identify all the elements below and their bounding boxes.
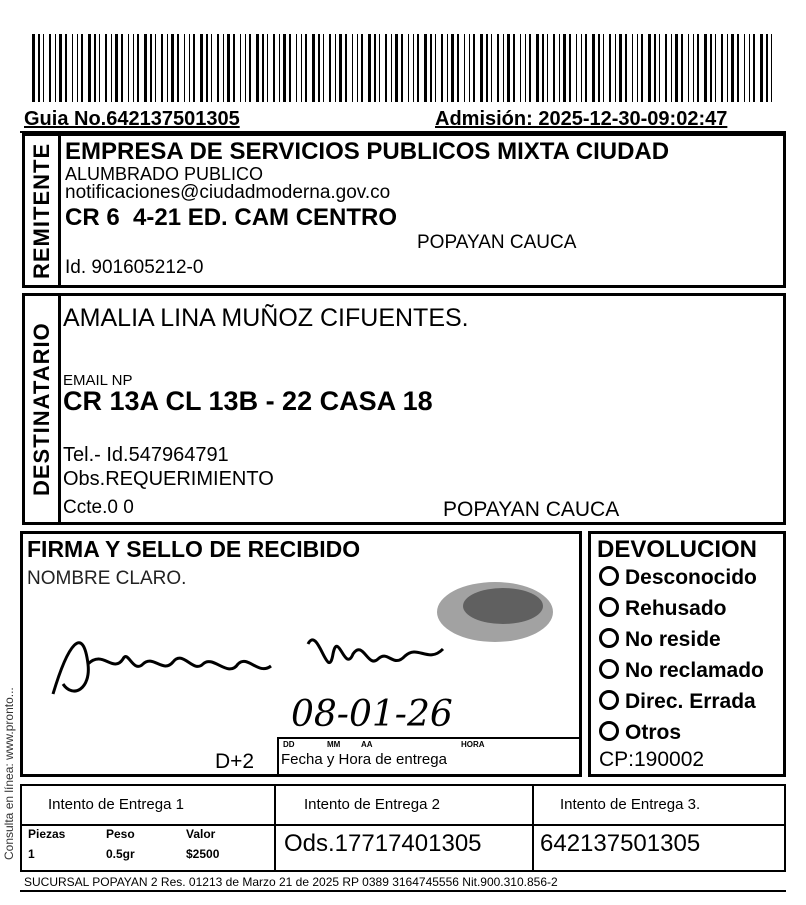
- barcode-bar: [200, 34, 203, 102]
- barcode-bar: [659, 34, 660, 102]
- barcode-bar: [374, 34, 376, 102]
- recipient-name: AMALIA LINA MUÑOZ CIFUENTES.: [63, 304, 469, 332]
- barcode-bar: [507, 34, 510, 102]
- barcode-bar: [615, 34, 616, 102]
- attempts-row: [20, 784, 786, 872]
- attempt-1-label: Intento de Entrega 1: [48, 796, 184, 813]
- delivery-date-label: Fecha y Hora de entrega: [281, 751, 447, 768]
- radio-icon: [599, 566, 619, 586]
- barcode-bar: [637, 34, 638, 102]
- recipient-city: POPAYAN CAUCA: [443, 498, 620, 521]
- barcode-bar: [457, 34, 459, 102]
- barcode-bar: [189, 34, 190, 102]
- barcode-bar: [217, 34, 219, 102]
- pieces-label: Piezas: [28, 827, 66, 841]
- barcode-bar: [675, 34, 678, 102]
- return-option-unknown[interactable]: [599, 566, 757, 590]
- barcode-bar: [625, 34, 627, 102]
- barcode-bar: [553, 34, 555, 102]
- attempt-2-label: Intento de Entrega 2: [304, 796, 440, 813]
- footer-underline: [20, 890, 786, 892]
- barcode-bar: [121, 34, 123, 102]
- barcode-bar: [240, 34, 241, 102]
- barcode-bar: [464, 34, 465, 102]
- barcode-bar: [357, 34, 358, 102]
- barcode-bar: [681, 34, 683, 102]
- barcode-bar: [520, 34, 521, 102]
- barcode-bar: [671, 34, 672, 102]
- barcode-bar: [94, 34, 96, 102]
- attempt-3-label: Intento de Entrega 3.: [560, 796, 701, 813]
- barcode-bar: [715, 34, 716, 102]
- barcode-bar: [592, 34, 595, 102]
- handwritten-date: 08-01-26: [291, 694, 453, 735]
- barcode-bar: [283, 34, 286, 102]
- barcode-bar: [211, 34, 212, 102]
- sender-divider: [58, 136, 61, 285]
- barcode-bar: [279, 34, 280, 102]
- barcode-bar: [38, 34, 40, 102]
- barcode-bar: [771, 34, 772, 102]
- return-option-label: Desconocido: [625, 566, 757, 589]
- barcode-bar: [155, 34, 156, 102]
- barcode-bar: [318, 34, 320, 102]
- barcode-bar: [447, 34, 448, 102]
- ods-number: Ods.17717401305: [284, 830, 482, 857]
- barcode-bar: [289, 34, 291, 102]
- barcode-bar: [480, 34, 483, 102]
- barcode-bar: [133, 34, 134, 102]
- barcode-bar: [441, 34, 443, 102]
- date-header-dd: DD: [283, 740, 295, 749]
- barcode-bar: [171, 34, 174, 102]
- recipient-address: CR 13A CL 13B - 22 CASA 18: [63, 386, 433, 416]
- barcode-bar: [339, 34, 342, 102]
- pieces-value: 1: [28, 847, 35, 861]
- sender-city: POPAYAN CAUCA: [417, 232, 577, 253]
- postal-code: CP:190002: [599, 748, 705, 771]
- barcode-bar: [665, 34, 667, 102]
- barcode-bar: [193, 34, 195, 102]
- barcode-bar: [710, 34, 712, 102]
- barcode-bar: [413, 34, 414, 102]
- barcode-bar: [262, 34, 264, 102]
- barcode-bar: [654, 34, 656, 102]
- return-option-other[interactable]: [599, 721, 681, 745]
- barcode-bar: [395, 34, 398, 102]
- barcode-bar: [352, 34, 353, 102]
- return-option-label: No reside: [625, 628, 721, 651]
- admission-date: Admisión: 2025-12-30-09:02:47: [435, 108, 728, 130]
- return-option-refused[interactable]: [599, 597, 727, 621]
- barcode-bar: [245, 34, 246, 102]
- barcode-bar: [688, 34, 689, 102]
- barcode-bar: [227, 34, 230, 102]
- value-label: Valor: [186, 827, 216, 841]
- barcode-bar: [301, 34, 302, 102]
- barcode-bar: [385, 34, 387, 102]
- delivery-date-box: [277, 737, 581, 776]
- barcode-bar: [503, 34, 504, 102]
- barcode-bar: [542, 34, 544, 102]
- barcode-bar: [99, 34, 100, 102]
- barcode-bar: [88, 34, 91, 102]
- barcode-bar: [737, 34, 739, 102]
- barcode-bar: [598, 34, 600, 102]
- barcode-bar: [430, 34, 432, 102]
- barcode-bar: [379, 34, 380, 102]
- barcode-bar: [59, 34, 62, 102]
- return-option-label: Otros: [625, 721, 682, 744]
- barcode-bar: [744, 34, 745, 102]
- radio-icon: [599, 690, 619, 710]
- barcode-bar: [361, 34, 363, 102]
- attempts-divider-1: [274, 786, 276, 870]
- attempts-row-line: [22, 824, 784, 826]
- barcode-bar: [766, 34, 768, 102]
- barcode-bar: [267, 34, 268, 102]
- sender-line2: ALUMBRADO PUBLICO: [65, 164, 264, 184]
- return-section: [588, 531, 786, 777]
- barcode-bar: [619, 34, 622, 102]
- recipient-divider: [58, 296, 61, 522]
- barcode-bar: [105, 34, 107, 102]
- barcode-bar: [391, 34, 392, 102]
- barcode-bar: [491, 34, 492, 102]
- barcode-bar: [167, 34, 168, 102]
- barcode-bar: [576, 34, 577, 102]
- barcode-bar: [115, 34, 118, 102]
- barcode-bar: [451, 34, 454, 102]
- date-header-hora: HORA: [461, 740, 485, 749]
- barcode-bar: [273, 34, 275, 102]
- barcode-bar: [581, 34, 582, 102]
- barcode-bar: [408, 34, 409, 102]
- barcode-bar: [206, 34, 208, 102]
- barcode-bar: [32, 34, 35, 102]
- barcode-bar: [563, 34, 566, 102]
- barcode-bar: [603, 34, 604, 102]
- barcode-bar: [128, 34, 129, 102]
- recipient-ccte: Ccte.0 0: [63, 497, 134, 518]
- barcode: [30, 34, 780, 104]
- sender-email: notificaciones@ciudadmoderna.gov.co: [65, 182, 391, 203]
- sender-section: [22, 133, 786, 288]
- barcode-bar: [693, 34, 694, 102]
- guia-number: Guia No.642137501305: [24, 108, 240, 130]
- barcode-bar: [329, 34, 331, 102]
- barcode-bar: [77, 34, 78, 102]
- recipient-tel: Tel.- Id.547964791: [63, 444, 229, 466]
- weight-label: Peso: [106, 827, 135, 841]
- barcode-bar: [401, 34, 403, 102]
- sender-side-label: REMITENTE: [29, 142, 54, 279]
- barcode-bar: [111, 34, 112, 102]
- value-amount: $2500: [186, 847, 220, 861]
- recipient-obs: Obs.REQUERIMIENTO: [63, 468, 274, 490]
- barcode-bar: [760, 34, 763, 102]
- barcode-bar: [749, 34, 750, 102]
- sender-id: Id. 901605212-0: [65, 257, 204, 278]
- nombre-claro-label: NOMBRE CLARO.: [27, 568, 187, 589]
- barcode-bar: [473, 34, 475, 102]
- barcode-bar: [529, 34, 531, 102]
- barcode-bar: [305, 34, 307, 102]
- return-option-label: Direc. Errada: [625, 690, 756, 713]
- radio-icon: [599, 721, 619, 741]
- recipient-section: [22, 293, 786, 525]
- radio-icon: [599, 597, 619, 617]
- barcode-bar: [513, 34, 515, 102]
- barcode-bar: [223, 34, 224, 102]
- return-option-unclaimed[interactable]: [599, 659, 764, 683]
- recipient-side-label: DESTINATARIO: [29, 322, 54, 496]
- barcode-bar: [559, 34, 560, 102]
- date-header-aa: AA: [361, 740, 373, 749]
- date-header-mm: MM: [327, 740, 341, 749]
- barcode-bar: [161, 34, 163, 102]
- barcode-bar: [536, 34, 539, 102]
- barcode-bar: [177, 34, 179, 102]
- guia-number-bottom: 642137501305: [540, 830, 701, 857]
- barcode-bar: [81, 34, 83, 102]
- barcode-bar: [256, 34, 259, 102]
- barcode-bar: [417, 34, 419, 102]
- barcode-bar: [345, 34, 347, 102]
- d-plus-2: D+2: [215, 750, 255, 773]
- barcode-bar: [424, 34, 427, 102]
- barcode-bar: [648, 34, 651, 102]
- barcode-bar: [547, 34, 548, 102]
- barcode-bar: [525, 34, 526, 102]
- attempts-divider-2: [532, 786, 534, 870]
- barcode-bar: [609, 34, 611, 102]
- sender-company: EMPRESA DE SERVICIOS PUBLICOS MIXTA CIUDAD: [65, 138, 670, 165]
- barcode-bar: [497, 34, 499, 102]
- barcode-bar: [184, 34, 185, 102]
- barcode-bar: [49, 34, 51, 102]
- recipient-email: EMAIL NP: [63, 372, 133, 389]
- barcode-bar: [55, 34, 56, 102]
- barcode-bar: [323, 34, 324, 102]
- barcode-bar: [753, 34, 755, 102]
- barcode-bar: [641, 34, 643, 102]
- barcode-bar: [72, 34, 73, 102]
- barcode-bar: [233, 34, 235, 102]
- barcode-bar: [704, 34, 707, 102]
- weight-value: 0.5gr: [106, 847, 135, 861]
- barcode-bar: [296, 34, 297, 102]
- barcode-bar: [697, 34, 699, 102]
- barcode-bar: [249, 34, 251, 102]
- barcode-bar: [150, 34, 152, 102]
- barcode-bar: [569, 34, 571, 102]
- sender-address: CR 6 4-21 ED. CAM CENTRO: [65, 204, 398, 231]
- return-option-label: No reclamado: [625, 659, 764, 682]
- barcode-bar: [144, 34, 147, 102]
- return-option-label: Rehusado: [625, 597, 727, 620]
- barcode-bar: [486, 34, 488, 102]
- barcode-bar: [721, 34, 723, 102]
- radio-icon: [599, 659, 619, 679]
- barcode-bar: [727, 34, 728, 102]
- barcode-bar: [312, 34, 315, 102]
- barcode-bar: [731, 34, 734, 102]
- barcode-bar: [137, 34, 139, 102]
- barcode-bar: [585, 34, 587, 102]
- barcode-bar: [469, 34, 470, 102]
- barcode-bar: [335, 34, 336, 102]
- barcode-bar: [435, 34, 436, 102]
- return-title: DEVOLUCION: [597, 536, 758, 563]
- barcode-bar: [368, 34, 371, 102]
- barcode-bar: [65, 34, 67, 102]
- footer-text: SUCURSAL POPAYAN 2 Res. 01213 de Marzo 21 de 2025 RP 0389 3164745556 Nit.900.310.856-2: [24, 875, 558, 889]
- return-option-not-reside[interactable]: [599, 628, 721, 652]
- return-option-wrong-address[interactable]: [599, 690, 756, 714]
- side-website-text: Consulta en línea: www.pronto...: [2, 687, 16, 860]
- signature-section: [20, 531, 582, 777]
- radio-icon: [599, 628, 619, 648]
- barcode-bar: [632, 34, 633, 102]
- signature-title: FIRMA Y SELLO DE RECIBIDO: [27, 536, 361, 562]
- barcode-bar: [43, 34, 44, 102]
